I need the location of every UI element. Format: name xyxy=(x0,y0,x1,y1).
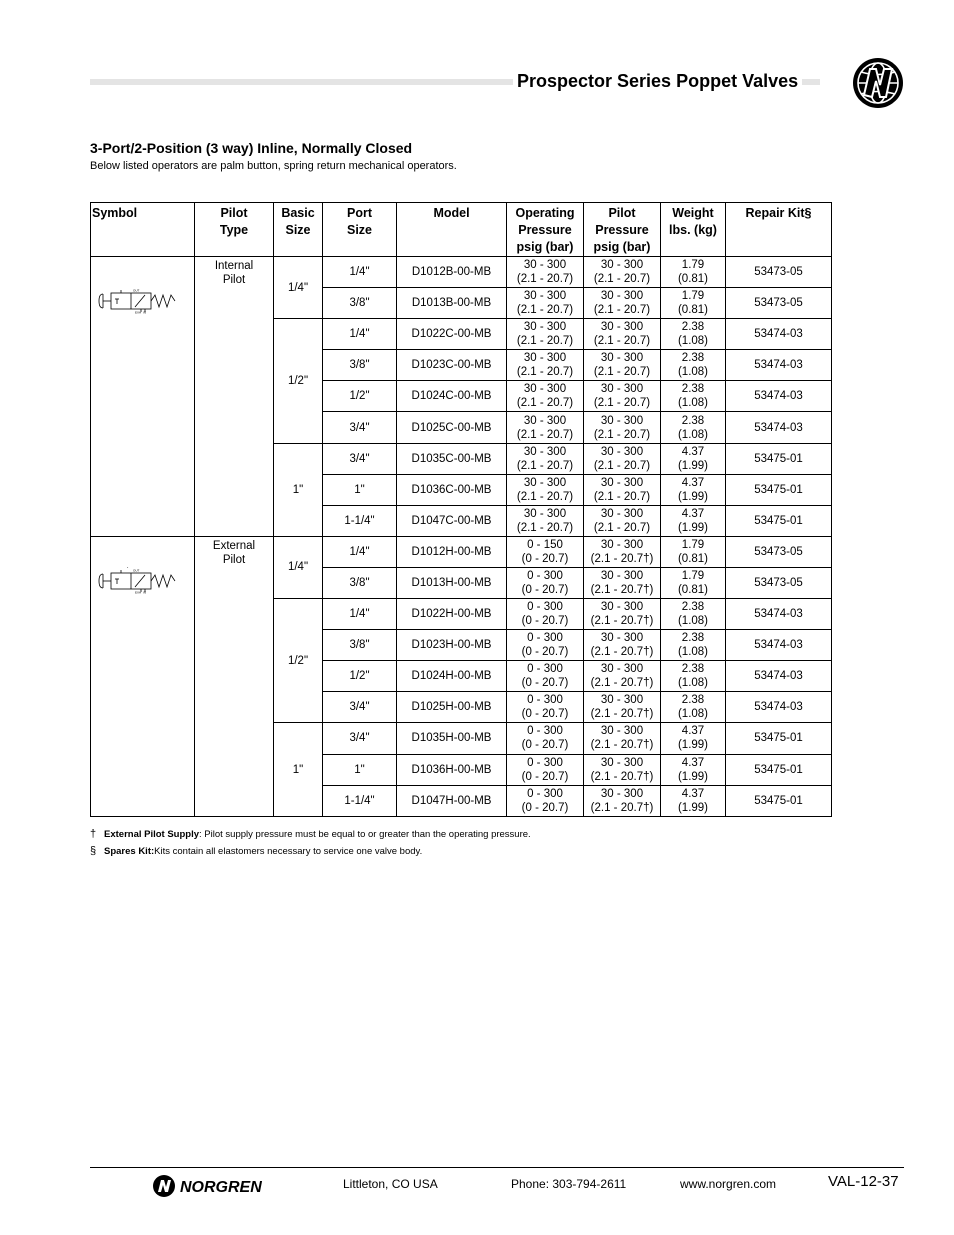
port-size-cell: 3/8" xyxy=(323,630,397,661)
operating-pressure-cell: 30 - 300 (2.1 - 20.7) xyxy=(507,474,584,505)
svg-text:*: * xyxy=(127,565,129,570)
pilot-type-cell: External Pilot xyxy=(195,536,274,816)
symbol-cell xyxy=(91,257,195,537)
repair-kit-cell: 53473-05 xyxy=(726,257,832,288)
pilot-pressure-cell: 30 - 300 (2.1 - 20.7†) xyxy=(584,754,661,785)
weight-cell: 4.37 (1.99) xyxy=(661,443,726,474)
header-pilot-type: Pilot Type xyxy=(195,203,274,257)
model-cell: D1024C-00-MB xyxy=(397,381,507,412)
repair-kit-cell: 53474-03 xyxy=(726,350,832,381)
operating-pressure-cell: 0 - 300 (0 - 20.7) xyxy=(507,754,584,785)
port-size-cell: 1/2" xyxy=(323,381,397,412)
weight-cell: 1.79 (0.81) xyxy=(661,288,726,319)
weight-cell: 4.37 (1.99) xyxy=(661,474,726,505)
pilot-pressure-cell: 30 - 300 (2.1 - 20.7) xyxy=(584,474,661,505)
page-title: Prospector Series Poppet Valves xyxy=(513,71,802,92)
port-size-cell: 1/4" xyxy=(323,319,397,350)
model-cell: D1023C-00-MB xyxy=(397,350,507,381)
basic-size-cell: 1" xyxy=(274,723,323,816)
pilot-pressure-cell: 30 - 300 (2.1 - 20.7†) xyxy=(584,599,661,630)
operating-pressure-cell: 30 - 300 (2.1 - 20.7) xyxy=(507,288,584,319)
port-size-cell: 3/8" xyxy=(323,567,397,598)
header-symbol: Symbol xyxy=(91,203,195,257)
weight-cell: 2.38 (1.08) xyxy=(661,412,726,443)
header-model: Model xyxy=(397,203,507,257)
header-repair-kit: Repair Kit§ xyxy=(726,203,832,257)
operating-pressure-cell: 0 - 150 (0 - 20.7) xyxy=(507,536,584,567)
pilot-pressure-cell: 30 - 300 (2.1 - 20.7) xyxy=(584,381,661,412)
weight-cell: 1.79 (0.81) xyxy=(661,257,726,288)
norgren-logo-icon xyxy=(152,1172,286,1200)
repair-kit-cell: 53474-03 xyxy=(726,412,832,443)
section-title: 3-Port/2-Position (3 way) Inline, Normally Closed xyxy=(90,140,413,156)
operating-pressure-cell: 30 - 300 (2.1 - 20.7) xyxy=(507,412,584,443)
port-size-cell: 1" xyxy=(323,754,397,785)
svg-text:EXH: EXH xyxy=(135,310,142,315)
pilot-pressure-cell: 30 - 300 (2.1 - 20.7†) xyxy=(584,567,661,598)
pilot-pressure-cell: 30 - 300 (2.1 - 20.7) xyxy=(584,443,661,474)
weight-cell: 4.37 (1.99) xyxy=(661,723,726,754)
pilot-pressure-cell: 30 - 300 (2.1 - 20.7) xyxy=(584,505,661,536)
pilot-pressure-cell: 30 - 300 (2.1 - 20.7†) xyxy=(584,785,661,816)
section-subtitle: Below listed operators are palm button, spring return mechanical operators. xyxy=(90,160,457,172)
repair-kit-cell: 53475-01 xyxy=(726,723,832,754)
pilot-pressure-cell: 30 - 300 (2.1 - 20.7) xyxy=(584,350,661,381)
repair-kit-cell: 53473-05 xyxy=(726,536,832,567)
basic-size-cell: 1/4" xyxy=(274,536,323,598)
svg-text:OUT: OUT xyxy=(133,568,140,573)
model-cell: D1035H-00-MB xyxy=(397,723,507,754)
header-pilot-pressure: Pilot Pressure psig (bar) xyxy=(584,203,661,257)
port-size-cell: 3/8" xyxy=(323,350,397,381)
port-size-cell: 1-1/4" xyxy=(323,785,397,816)
valve-spec-table xyxy=(90,202,832,817)
weight-cell: 2.38 (1.08) xyxy=(661,661,726,692)
operating-pressure-cell: 0 - 300 (0 - 20.7) xyxy=(507,567,584,598)
operating-pressure-cell: 0 - 300 (0 - 20.7) xyxy=(507,599,584,630)
repair-kit-cell: 53473-05 xyxy=(726,567,832,598)
model-cell: D1022C-00-MB xyxy=(397,319,507,350)
repair-kit-cell: 53473-05 xyxy=(726,288,832,319)
basic-size-cell: 1/2" xyxy=(274,599,323,723)
header-basic-size: Basic Size xyxy=(274,203,323,257)
header-weight: Weight lbs. (kg) xyxy=(661,203,726,257)
valve-symbol-icon xyxy=(97,565,189,595)
pilot-pressure-cell: 30 - 300 (2.1 - 20.7†) xyxy=(584,661,661,692)
footnotes xyxy=(90,826,531,860)
port-size-cell: 3/4" xyxy=(323,723,397,754)
pilot-pressure-cell: 30 - 300 (2.1 - 20.7) xyxy=(584,288,661,319)
port-size-cell: 1/4" xyxy=(323,599,397,630)
footer-phone: Phone: 303-794-2611 xyxy=(511,1177,627,1191)
model-cell: D1036C-00-MB xyxy=(397,474,507,505)
model-cell: D1047H-00-MB xyxy=(397,785,507,816)
pilot-pressure-cell: 30 - 300 (2.1 - 20.7†) xyxy=(584,630,661,661)
operating-pressure-cell: 0 - 300 (0 - 20.7) xyxy=(507,661,584,692)
table-header-row xyxy=(91,203,832,257)
operating-pressure-cell: 30 - 300 (2.1 - 20.7) xyxy=(507,443,584,474)
pilot-pressure-cell: 30 - 300 (2.1 - 20.7) xyxy=(584,257,661,288)
weight-cell: 1.79 (0.81) xyxy=(661,567,726,598)
globe-logo-icon xyxy=(852,57,904,109)
page-number: VAL-12-37 xyxy=(828,1173,899,1190)
header-operating-pressure: Operating Pressure psig (bar) xyxy=(507,203,584,257)
weight-cell: 2.38 (1.08) xyxy=(661,381,726,412)
port-size-cell: 1" xyxy=(323,474,397,505)
operating-pressure-cell: 30 - 300 (2.1 - 20.7) xyxy=(507,505,584,536)
port-size-cell: 1/4" xyxy=(323,536,397,567)
pilot-pressure-cell: 30 - 300 (2.1 - 20.7†) xyxy=(584,692,661,723)
footer-location: Littleton, CO USA xyxy=(343,1177,438,1191)
repair-kit-cell: 53475-01 xyxy=(726,785,832,816)
repair-kit-cell: 53474-03 xyxy=(726,381,832,412)
weight-cell: 2.38 (1.08) xyxy=(661,692,726,723)
port-size-cell: 1/4" xyxy=(323,257,397,288)
operating-pressure-cell: 0 - 300 (0 - 20.7) xyxy=(507,723,584,754)
model-cell: D1013H-00-MB xyxy=(397,567,507,598)
model-cell: D1022H-00-MB xyxy=(397,599,507,630)
repair-kit-cell: 53474-03 xyxy=(726,599,832,630)
model-cell: D1047C-00-MB xyxy=(397,505,507,536)
pilot-pressure-cell: 30 - 300 (2.1 - 20.7†) xyxy=(584,723,661,754)
table-row xyxy=(91,257,832,288)
model-cell: D1036H-00-MB xyxy=(397,754,507,785)
pilot-pressure-cell: 30 - 300 (2.1 - 20.7) xyxy=(584,319,661,350)
repair-kit-cell: 53474-03 xyxy=(726,630,832,661)
svg-text:NORGREN: NORGREN xyxy=(180,1179,262,1196)
repair-kit-cell: 53474-03 xyxy=(726,661,832,692)
repair-kit-cell: 53475-01 xyxy=(726,754,832,785)
header-port-size: Port Size xyxy=(323,203,397,257)
weight-cell: 4.37 (1.99) xyxy=(661,505,726,536)
operating-pressure-cell: 30 - 300 (2.1 - 20.7) xyxy=(507,381,584,412)
valve-symbol-icon xyxy=(97,288,189,314)
pilot-type-cell: Internal Pilot xyxy=(195,257,274,537)
pilot-pressure-cell: 30 - 300 (2.1 - 20.7†) xyxy=(584,536,661,567)
model-cell: D1024H-00-MB xyxy=(397,661,507,692)
repair-kit-cell: 53475-01 xyxy=(726,505,832,536)
weight-cell: 2.38 (1.08) xyxy=(661,319,726,350)
weight-cell: 2.38 (1.08) xyxy=(661,599,726,630)
repair-kit-cell: 53475-01 xyxy=(726,474,832,505)
pilot-pressure-cell: 30 - 300 (2.1 - 20.7) xyxy=(584,412,661,443)
footer-rule xyxy=(90,1167,904,1168)
port-size-cell: 1/2" xyxy=(323,661,397,692)
port-size-cell: 1-1/4" xyxy=(323,505,397,536)
operating-pressure-cell: 0 - 300 (0 - 20.7) xyxy=(507,630,584,661)
model-cell: D1012H-00-MB xyxy=(397,536,507,567)
svg-text:OUT: OUT xyxy=(133,288,140,293)
table-row xyxy=(91,536,832,567)
operating-pressure-cell: 30 - 300 (2.1 - 20.7) xyxy=(507,319,584,350)
weight-cell: 4.37 (1.99) xyxy=(661,754,726,785)
model-cell: D1013B-00-MB xyxy=(397,288,507,319)
weight-cell: 2.38 (1.08) xyxy=(661,630,726,661)
weight-cell: 4.37 (1.99) xyxy=(661,785,726,816)
svg-text:IN: IN xyxy=(143,590,146,595)
repair-kit-cell: 53474-03 xyxy=(726,319,832,350)
repair-kit-cell: 53475-01 xyxy=(726,443,832,474)
port-size-cell: 3/4" xyxy=(323,692,397,723)
operating-pressure-cell: 30 - 300 (2.1 - 20.7) xyxy=(507,257,584,288)
weight-cell: 1.79 (0.81) xyxy=(661,536,726,567)
footnote-spares-kit: § Spares Kit: Kits contain all elastomers necessary to service one valve body. xyxy=(90,845,423,857)
repair-kit-cell: 53474-03 xyxy=(726,692,832,723)
basic-size-cell: 1/2" xyxy=(274,319,323,443)
model-cell: D1025C-00-MB xyxy=(397,412,507,443)
footnote-external-pilot: † External Pilot Supply : Pilot supply pressure must be equal to or greater than the operating pressure. xyxy=(90,828,531,840)
basic-size-cell: 1/4" xyxy=(274,257,323,319)
operating-pressure-cell: 30 - 300 (2.1 - 20.7) xyxy=(507,350,584,381)
model-cell: D1023H-00-MB xyxy=(397,630,507,661)
svg-text:IN: IN xyxy=(143,310,146,315)
port-size-cell: 3/4" xyxy=(323,412,397,443)
operating-pressure-cell: 0 - 300 (0 - 20.7) xyxy=(507,785,584,816)
operating-pressure-cell: 0 - 300 (0 - 20.7) xyxy=(507,692,584,723)
svg-text:EXH: EXH xyxy=(135,590,142,595)
footer-website[interactable]: www.norgren.com xyxy=(680,1177,777,1191)
symbol-cell xyxy=(91,536,195,816)
model-cell: D1025H-00-MB xyxy=(397,692,507,723)
model-cell: D1035C-00-MB xyxy=(397,443,507,474)
basic-size-cell: 1" xyxy=(274,443,323,536)
model-cell: D1012B-00-MB xyxy=(397,257,507,288)
port-size-cell: 3/4" xyxy=(323,443,397,474)
port-size-cell: 3/8" xyxy=(323,288,397,319)
weight-cell: 2.38 (1.08) xyxy=(661,350,726,381)
